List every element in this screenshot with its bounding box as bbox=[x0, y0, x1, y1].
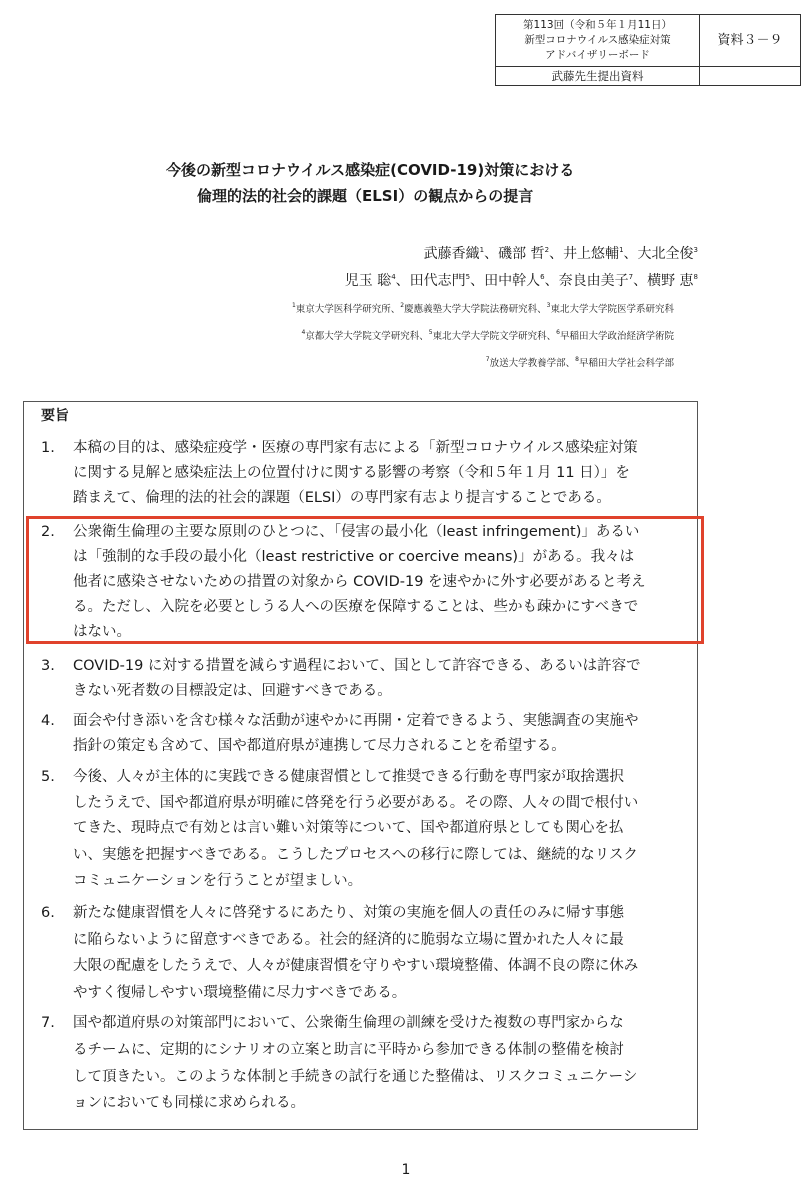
affiliation-name: 東北大学大学院文学研究科 bbox=[432, 331, 547, 342]
affiliation-line-1: $^1$東京大学医科学研究所、$^2$慶應義塾大学大学院法務研究科、$^3$東北大学大学院医学系研究科 bbox=[291, 302, 674, 315]
affiliation-mark: 2 bbox=[400, 302, 405, 309]
affiliation-mark: 5 bbox=[428, 329, 433, 336]
item-text-line: い、実態を把握すべきである。こうしたプロセスへの移行に際しては、継続的なリスク bbox=[73, 847, 638, 863]
item-text-line: きない死者数の目標設定は、回避すべきである。 bbox=[73, 683, 392, 699]
author-line-2: 児玉 聡$^4$、田代志門$^5$、田中幹人$^6$、奈良由美子$^7$、横野 恵$^8$ bbox=[344, 273, 698, 289]
affiliation-line-2: $^4$京都大学大学院文学研究科、$^5$東北大学大学院文学研究科、$^6$早稲田大学政治経済学術院 bbox=[301, 329, 674, 342]
affiliation-mark: 7 bbox=[485, 356, 490, 363]
item-text-line: 大限の配慮をしたうえで、人々が健康習慣を守りやすい環境整備、体調不良の際に休み bbox=[73, 958, 639, 974]
affiliation-name: 東京大学医科学研究所 bbox=[295, 304, 391, 315]
author-name: 児玉 聡 bbox=[344, 273, 392, 289]
item-number: 2. bbox=[41, 524, 55, 540]
item-text-line: 新たな健康習慣を人々に啓発するにあたり、対策の実施を個人の責任のみに帰す事態 bbox=[73, 905, 624, 921]
author-name: 井上悠輔 bbox=[563, 246, 620, 262]
item-number: 4. bbox=[41, 713, 55, 729]
item-text-line: COVID-19 に対する措置を減らす過程において、国として許容できる、あるいは許容で bbox=[73, 658, 641, 674]
author-name: 田代志門 bbox=[409, 273, 466, 289]
author-name: 奈良由美子 bbox=[558, 273, 629, 289]
author-affiliation-mark: 3 bbox=[693, 246, 698, 254]
author-name: 大北全俊 bbox=[637, 246, 694, 262]
affiliation-mark: 3 bbox=[546, 302, 551, 309]
affiliation-name: 早稲田大学社会科学部 bbox=[578, 358, 674, 369]
item-text-line: 国や都道府県の対策部門において、公衆衛生倫理の訓練を受けた複数の専門家からな bbox=[73, 1015, 624, 1031]
affiliation-name: 慶應義塾大学大学院法務研究科 bbox=[404, 304, 538, 315]
affiliation-name: 早稲田大学政治経済学術院 bbox=[559, 331, 674, 342]
affiliation-mark: 6 bbox=[556, 329, 560, 336]
item-number: 5. bbox=[41, 769, 55, 785]
meeting-date: 第113回（令和５年１月11日） bbox=[523, 19, 672, 31]
item-number: 6. bbox=[41, 905, 55, 921]
item-text-line: 踏まえて、倫理的法的社会的課題（ELSI）の専門家有志より提言することである。 bbox=[73, 490, 611, 506]
document-code: 資料３－９ bbox=[700, 15, 800, 67]
author-affiliation-mark: 4 bbox=[391, 273, 396, 281]
author-affiliation-mark: 2 bbox=[544, 246, 550, 254]
item-text-line: 本稿の目的は、感染症疫学・医療の専門家有志による「新型コロナウイルス感染症対策 bbox=[73, 440, 638, 456]
summary-heading: 要旨 bbox=[41, 408, 69, 424]
affiliation-line-3: $^7$放送大学教養学部、$^8$早稲田大学社会科学部 bbox=[485, 356, 674, 369]
item-text-line: るチームに、定期的にシナリオの立案と助言に平時から参加できる体制の整備を検討 bbox=[73, 1042, 624, 1058]
submitted-by: 武藤先生提出資料 bbox=[496, 67, 700, 85]
title-line-1: 今後の新型コロナウイルス感染症(COVID-19)対策における bbox=[166, 161, 575, 179]
affiliation-mark: 8 bbox=[575, 356, 579, 363]
author-affiliation-mark: 1 bbox=[619, 246, 624, 254]
item-number: 1. bbox=[41, 440, 55, 456]
item-text-line: に陥らないように留意すべきである。社会的経済的に脆弱な立場に置かれた人々に最 bbox=[73, 932, 624, 948]
item-text-line: ョンにおいても同様に求められる。 bbox=[73, 1095, 305, 1111]
page-number: 1 bbox=[401, 1162, 411, 1178]
author-name: 武藤香織 bbox=[423, 246, 480, 262]
document-header-box bbox=[495, 14, 801, 86]
author-affiliation-mark: 1 bbox=[479, 246, 485, 254]
author-affiliation-mark: 5 bbox=[465, 273, 471, 281]
item-text-line: 他者に感染させないための措置の対象から COVID-19 を速やかに外す必要があると考え bbox=[73, 574, 646, 590]
item-text-line: 指針の策定も含めて、国や都道府県が連携して尽力されることを希望する。 bbox=[73, 738, 566, 754]
item-text-line: は「強制的な手段の最小化（least restrictive or coercive means)」がある。我々は bbox=[73, 549, 635, 565]
affiliation-name: 東北大学大学院医学系研究科 bbox=[550, 304, 674, 315]
item-text-line: はない。 bbox=[73, 624, 131, 640]
item-text-line: る。ただし、入院を必要としうる人への医療を保障することは、些かも疎かにすべきで bbox=[73, 599, 639, 615]
meeting-info bbox=[496, 15, 700, 67]
item-text-line: やすく復帰しやすい環境整備に尽力すべきである。 bbox=[73, 985, 407, 1001]
author-affiliation-mark: 6 bbox=[540, 273, 545, 281]
meeting-board-type: アドバイザリーボード bbox=[545, 49, 650, 61]
item-text-line: 今後、人々が主体的に実践できる健康習慣として推奨できる行動を専門家が取捨選択 bbox=[73, 769, 624, 785]
item-text-line: して頂きたい。このような体制と手続きの試行を通じた整備は、リスクコミュニケーシ bbox=[73, 1069, 638, 1085]
author-affiliation-mark: 8 bbox=[693, 273, 698, 281]
author-name: 田中幹人 bbox=[484, 273, 541, 289]
affiliation-mark: 1 bbox=[291, 302, 296, 309]
item-number: 7. bbox=[41, 1015, 55, 1031]
item-text-line: 面会や付き添いを含む様々な活動が速やかに再開・定着できるよう、実態調査の実施や bbox=[73, 713, 639, 729]
author-name: 横野 恵 bbox=[647, 273, 694, 289]
item-text-line: に関する見解と感染症法上の位置付けに関する影響の考察（令和５年１月 11 日）」を bbox=[73, 465, 630, 481]
affiliation-name: 京都大学大学院文学研究科 bbox=[305, 331, 420, 342]
affiliation-mark: 4 bbox=[301, 329, 306, 336]
item-text-line: コミュニケーションを行うことが望ましい。 bbox=[73, 873, 363, 889]
item-number: 3. bbox=[41, 658, 55, 674]
item-text-line: したうえで、国や都道府県が明確に啓発を行う必要がある。その際、人々の間で根付い bbox=[73, 795, 639, 811]
meeting-board-name: 新型コロナウイルス感染症対策 bbox=[524, 34, 671, 46]
item-text-line: 公衆衛生倫理の主要な原則のひとつに、「侵害の最小化（least infringement)」あるい bbox=[73, 524, 640, 540]
item-text-line: てきた、現時点で有効とは言い難い対策等について、国や都道府県としても関心を払 bbox=[73, 820, 624, 836]
author-affiliation-mark: 7 bbox=[628, 273, 634, 281]
affiliation-name: 放送大学教養学部 bbox=[489, 358, 566, 369]
title-line-2: 倫理的法的社会的課題（ELSI）の観点からの提言 bbox=[197, 187, 534, 205]
author-name: 磯部 哲 bbox=[498, 246, 545, 262]
author-line-1: 武藤香織$^1$、磯部 哲$^2$、井上悠輔$^1$、大北全俊$^3$ bbox=[423, 246, 698, 262]
